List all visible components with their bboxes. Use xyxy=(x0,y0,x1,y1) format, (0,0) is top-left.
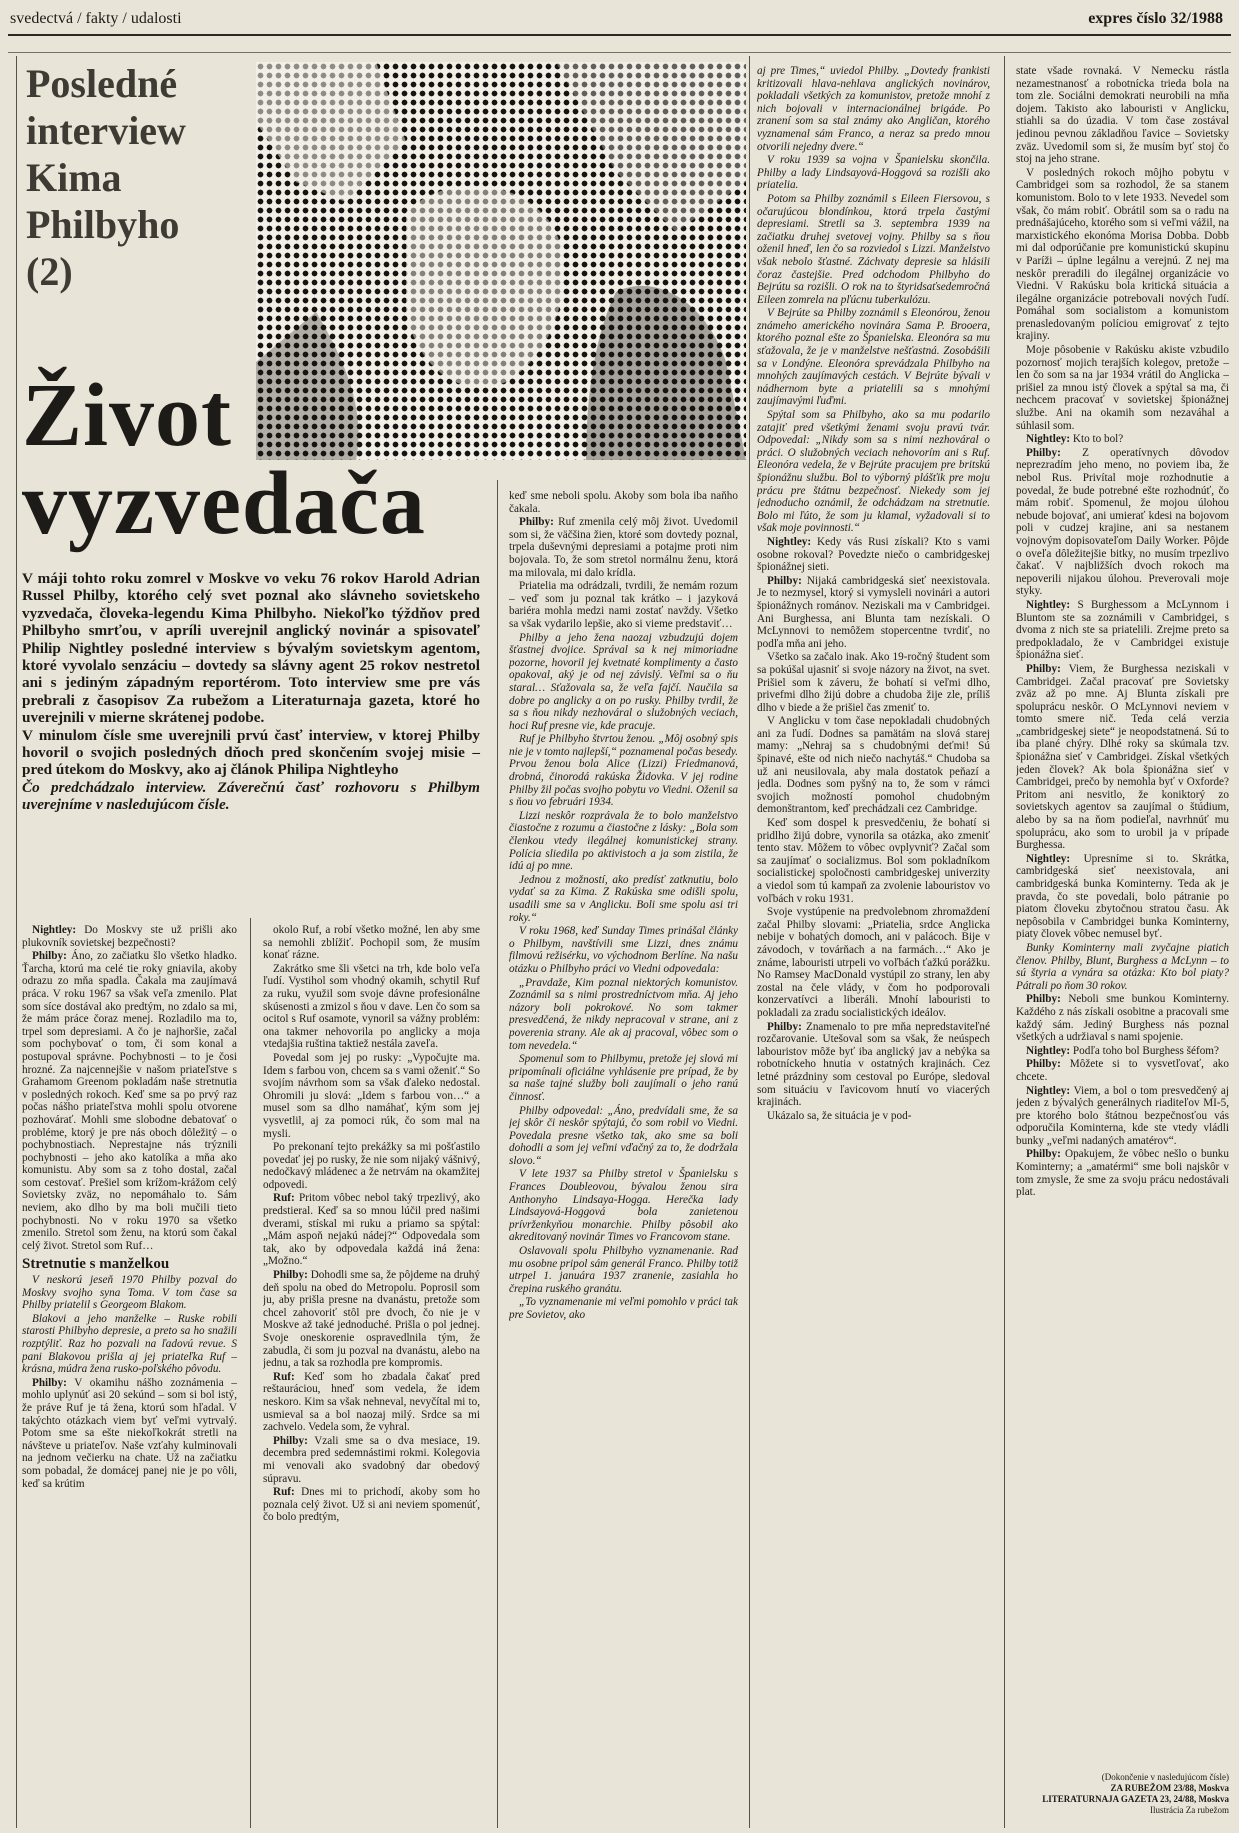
paragraph-text: Potom sa Philby zoznámil s Eileen Fiersovou, s očarujúcou blondínkou, ktorá trpela častými depresiami. Stretli sa 3. septembra 1939 na začiatku druhej svetovej vojny. Philby sa s ňou oženil hneď, len čo sa rozviedol s Lizzi. Manželstvo však nebolo šťastné. Záchvaty depresie sa hlásili čoraz častejšie. Pred odchodom Philbyho do Bejrútu sa rozišli. O rok na to štyridsaťsedemročná Eileen zomrela na pľúcnu tuberkulózu. xyxy=(757,192,990,306)
paragraph-text: Jednou z možností, ako predísť zatknutiu, bolo vydať sa za Kima. Z Rakúska sme odišli spolu, usadili sme sa v Anglicku. Boli sme spolu asi tri roky.“ xyxy=(509,873,738,924)
paragraph-text: Kedy vás Rusi získali? Kto s vami osobne rokoval? Povedzte niečo o cambridgeskej špionážnej sieti. xyxy=(757,535,990,574)
paragraph-text: S Burghessom a McLynnom i Bluntom ste sa zoznámili v Cambridgei, s dvoma z nich ste sa priatelili. Zrejme preto sa predpokladalo, že v Cambridgei existuje špionážna sieť. xyxy=(1016,598,1229,662)
series-headline-line: interview xyxy=(26,108,186,153)
article-paragraph xyxy=(509,490,738,515)
lead-paragraph: V minulom čísle sme uverejnili prvú časť interview, v ktorej Philby hovoril o svojich posledných dňoch pred skončením svojej misie – pred útekom do Moskvy, ako aj článok Philipa Nightleyho xyxy=(22,726,480,779)
paragraph-text: Kto to bol? xyxy=(1070,433,1124,446)
article-title-line: Život xyxy=(22,366,233,465)
paragraph-text: Blakovi a jeho manželke – Ruske robili starosti Philbyho depresie, a preto sa ho snažili rozptýliť. Raz ho pozvali na ľadovú revue. S pani Blakovou prišla aj jej priateľka Ruf – krásna, múdra žena rusko-poľského pôvodu. xyxy=(22,1312,237,1376)
paragraph-text: Ukázalo sa, že situácia je v pod- xyxy=(767,1109,912,1122)
article-paragraph xyxy=(1016,344,1229,432)
paragraph-text: Pritom vôbec nebol taký trpezlivý, ako predstieral. Keď sa so mnou lúčil pred našimi dverami, stískal mi ruku a priamo sa spýtal: „Mám aspoň nejakú nádej?“ Odpovedala som tak, ako by odpovedala každá iná žena: „Možno.“ xyxy=(263,1192,480,1268)
paragraph-text: Neboli sme bunkou Kominterny. Každého z nás získali osobitne a pracovali sme každý sám. Jediný Burghess nás poznal všetkých a udržiaval s nami spojenie. xyxy=(1016,993,1229,1044)
paragraph-text: V okamihu nášho zoznámenia – mohlo uplynúť asi 20 sekúnd – som si bol istý, že práve Ruf je tá žena, ktorú som hľadal. V takýchto otázkach viem byť veľmi vytrvalý. Potom sme sa ešte niekoľkokrát stretli na návšteve u priateľov. Naše vzťahy kulminovali na jednom večierku na chate. Už na začiatku som pobadal, že domácej panej nie je po vôli, keď sa krútim xyxy=(22,1376,237,1490)
header-rule xyxy=(8,34,1231,36)
interview-turn xyxy=(22,950,237,1252)
article-paragraph xyxy=(263,924,480,962)
paragraph-text: Viem, a bol o tom presvedčený aj jeden z bývalých generálnych riaditeľov MI-5, pre ktorého bolo štátnou bezpečnosťou vás odporučila Kominterna, kde ste vtedy vládli bunky „veľmi nadaných amatérov“. xyxy=(1016,1084,1229,1147)
interview-turn xyxy=(1016,433,1229,446)
source-line: LITERATURNAJA GAZETA 23, 24/88, Moskva xyxy=(1042,1794,1229,1804)
column-rule xyxy=(1004,56,1005,1828)
series-headline-line: Kima xyxy=(26,155,122,200)
paragraph-text: V posledných rokoch môjho pobytu v Cambridgei som sa rozhodol, že sa stanem komunistom. Bolo to v lete 1933. Nevedel som však, čo mám robiť. Obrátil som sa o radu na prednášajúceho, ktorého som si veľmi vážil, na marxistického ekonóma Morisa Dobba. Dobb mi dal odporúčanie pre komunistickú skupinu v Paríži – úplne legálnu a verejnú. Z nej ma neskôr preradili do ilegálnej organizácie vo Viedni. V Rakúsku bola kritická situácia a ilegálne organizácie potrebovali nových ľudí. Pomáhal som socialistom a komunistom prenasledovaným políciou emigrovať z tejto krajiny. xyxy=(1016,166,1229,343)
paragraph-text: Upresníme si to. Skrátka, cambridgeská sieť neexistovala, ani cambridgeská bunka Kominterny. Teda ak je pravda, čo ste povedali, bolo pátranie po piatom človeku zbytočnou stratou času. Ak nepôsobila v Cambridgei bunka Kominterny, piaty človek vôbec nemusel byť. xyxy=(1016,852,1229,941)
paragraph-text: Philby a jeho žena naozaj vzbudzujú dojem šťastnej dvojice. Správal sa k nej mimoriadne pozorne, hovoril jej kvetnaté komplimenty a často opakoval, aký je od nej závislý. Veľmi sa o ňu staral… Sťažovala sa, že veľa fajčí. Naučila sa dobre po anglicky a on po rusky. Philby tvrdil, že sa s ňou nikdy nezhováral o služobných veciach, hoci Ruf presne vie, kde pracuje. xyxy=(509,631,738,732)
article-paragraph xyxy=(509,1296,738,1321)
interview-turn xyxy=(1016,1085,1229,1148)
interview-turn xyxy=(22,924,237,949)
issue-label: expres číslo 32/1988 xyxy=(1088,10,1223,27)
interview-turn xyxy=(1016,447,1229,598)
speaker-label: Philby: xyxy=(1026,1148,1061,1161)
article-paragraph xyxy=(757,193,990,306)
column-rule xyxy=(250,918,251,1828)
article-title xyxy=(22,366,512,553)
article-paragraph xyxy=(757,715,990,816)
interview-turn xyxy=(263,1192,480,1268)
column-rule xyxy=(749,56,750,1828)
series-headline xyxy=(26,60,256,295)
speaker-label: Philby: xyxy=(1026,662,1061,675)
article-paragraph xyxy=(1016,65,1229,166)
speaker-label: Philby: xyxy=(1026,993,1061,1006)
article-paragraph xyxy=(263,1052,480,1140)
paragraph-text: „Pravdaže, Kim poznal niektorých komunistov. Zoznámil sa s nimi prostredníctvom mňa. Aj jeho názory boli pokrokové. No som takmer presvedčená, že nikdy nepracoval v strane, ani z poverenia strany. Ale ak aj pracoval, vôbec som o tom nevedela.“ xyxy=(509,976,738,1052)
speaker-label: Philby: xyxy=(1026,446,1061,459)
paragraph-text: Povedal som jej po rusky: „Vypočujte ma. Idem s farbou von, chcem sa s vami oženiť.“ So svojím návrhom som sa však ďaleko nedostal. Ohromili ju slová: „Idem s farbou von…“ a musel som sa dlho namáhať, kým som jej vysvetlil, aj za pomoci rúk, čo som mal na mysli. xyxy=(263,1051,480,1140)
paragraph-text: Bunky Kominterny mali zvyčajne piatich členov. Philby, Blunt, Burghess a McLynn – to sú štyria a vynára sa otázka: Kto bol piaty? Pátrali po ňom 30 rokov. xyxy=(1016,941,1229,992)
interview-turn xyxy=(263,1486,480,1524)
interview-turn xyxy=(263,1435,480,1485)
article-paragraph xyxy=(509,1053,738,1103)
article-column-1 xyxy=(22,924,237,1828)
paragraph-text: V Bejrúte sa Philby zoznámil s Eleonórou, ženou známeho amerického novinára Sama P. Brooera, ktorého poznal ešte zo Španielska. Eleonóra sa mu sťažovala, že je v manželstve nešťastná. Zosobášili sa v Londýne. Eleonóra sprevádzala Philbyho na mnohých zaujímavých cestách. V Bejrúte bývali v nádhernom byte a priatelili sa s mnohými zaujímavými ľuďmi. xyxy=(757,307,990,408)
column-rule xyxy=(16,56,17,1828)
article-paragraph xyxy=(509,925,738,975)
paragraph-text: Spomenul som to Philbymu, pretože jej slová mi pripomínali oficiálne vyhlásenie pre prípad, že by sa naše tajné služby boli zaujímali o jeho ranú činnosť. xyxy=(509,1053,738,1103)
article-paragraph xyxy=(509,632,738,733)
source-credits xyxy=(1016,1772,1229,1816)
section-label: svedectvá / fakty / udalosti xyxy=(10,10,182,27)
paragraph-text: „To vyznamenanie mi veľmi pomohlo v práci tak pre Sovietov, ako xyxy=(509,1296,738,1321)
paragraph-text: Philby odpovedal: „Áno, predvídali sme, že sa jej skôr či neskôr spýtajú, čo som robil vo Viedni. Povedala presne všetko tak, ako sme sa boli dohodli a som jej veľmi vďačný za to, že dodržala slovo.“ xyxy=(509,1104,738,1167)
paragraph-text: Oslavovali spolu Philbyho vyznamenanie. Rad mu osobne pripol sám generál Franco. Philby totiž utrpel 1. januára 1937 zranenie, zasiahla ho črepina ruského granátu. xyxy=(509,1245,738,1295)
article-paragraph xyxy=(757,651,990,714)
paragraph-text: V Anglicku v tom čase nepokladali chudobných ani za ľudí. Dodnes sa pamätám na slová starej mamy: „Nehraj sa s chudobnými deťmi! Sú špinavé, ešte od nich niečo nachytáš.“ Chudoba sa už ani neusilovala, aby mala dostatok peňazí a jedla. Dodnes som pyšný na to, že som v rámci svojich možností pomohol chudobným demonštrantom, keď prechádzali cez Cambridge. xyxy=(757,715,990,816)
paragraph-text: Nijaká cambridgeská sieť neexistovala. Je to nezmysel, ktorý si vymysleli novinári a autori špionážnych románov. Neziskali ma v Cambridgei. Ani Burghessa, ani Blunta tam nezískali. O McLynnovi to nemôžem stopercentne tvrdiť, no podľa mňa ani jeho. xyxy=(757,574,990,650)
source-line: ZA RUBEŽOM 23/88, Moskva xyxy=(1110,1783,1229,1793)
illustration-credit: Ilustrácia Za rubežom xyxy=(1150,1805,1229,1815)
interview-turn xyxy=(1016,663,1229,852)
speaker-label: Nightley: xyxy=(1026,1084,1071,1097)
interview-turn xyxy=(757,1021,990,1109)
speaker-label: Nightley: xyxy=(1026,433,1071,446)
interview-turn xyxy=(757,575,990,651)
article-paragraph xyxy=(757,409,990,535)
article-column-5 xyxy=(1016,65,1229,1760)
paragraph-text: Ruf je Philbyho štvrtou ženou. „Môj osobný spis nie je v tomto najlepší,“ poznamenal počas besedy. Prvou ženou bola Alice (Lizzi) Friedmanová, drobná, činorodá rakúska Židovka. V jej rodine Philby žil počas svojho pobytu vo Viedni. Oženil sa s ňou vo februári 1934. xyxy=(509,733,738,809)
paragraph-text: Môžete si to vysvetľovať, ako chcete. xyxy=(1016,1058,1229,1083)
paragraph-text: Áno, zo začiatku šlo všetko hladko. Ťarcha, ktorú ma celé tie roky gniavila, akoby odrazu zo mňa spadla. Čakala ma zaujímavá práca. V roku 1967 sa však veľa zmenilo. Plat som síce dostával ako predtým, no zdalo sa mi, že mám práce čoraz menej. Rozladilo ma to, trpel som depresiami. A čo je najhoršie, začal som pochybovať o tom, či som konal a postupoval správne. Pochybnosti – to je čosi hrozné. Za najcennejšie v našom priateľstve s Grahamom Greenom pokladám naše stretnutia v posledných rokoch. Keď sme sa po prvý raz počas nášho priateľstva mohli spolu otvorene pozhovárať. Mohli sme slobodne debatovať o probléme, ktorý je pre nás oboch dôležitý – o pochybnostiach. Neprestajne nás trýznili pochybnosti – jeho ako katolíka a mňa ako komunistu. Aby som sa z toho dostal, začal som cestovať. Prešiel som krížom-krážom celý Sovietsky zväz, no nepomáhalo to. Sám neviem, ako dlho by ma boli mučili tieto pochybnosti. No v roku 1970 sa všetko zmenilo. Stretol som ženu, na ktorú som čakal celý život. Stretol som Ruf… xyxy=(22,950,237,1252)
paragraph-text: Do Moskvy ste už prišli ako plukovník sovietskej bezpečnosti? xyxy=(22,924,237,949)
speaker-label: Philby: xyxy=(273,1434,308,1447)
speaker-label: Nightley: xyxy=(1026,852,1071,865)
article-paragraph xyxy=(757,1110,990,1123)
paragraph-text: keď sme neboli spolu. Akoby som bola iba naňho čakala. xyxy=(509,490,738,515)
column-rule xyxy=(497,480,498,1828)
article-column-2 xyxy=(263,924,480,1828)
speaker-label: Philby: xyxy=(767,1020,802,1033)
speaker-label: Philby: xyxy=(519,516,554,529)
article-column-4 xyxy=(757,65,990,1760)
paragraph-text: V roku 1939 sa vojna v Španielsku skončila. Philby a lady Lindsayová-Hoggová sa rozišli ako priatelia. xyxy=(757,154,990,192)
interview-turn xyxy=(1016,853,1229,941)
paragraph-text: V neskorú jeseň 1970 Philby pozval do Moskvy svojho syna Toma. V tom čase sa Philby priatelil s Georgeom Blakom. xyxy=(22,1274,237,1312)
paragraph-text: Všetko sa začalo inak. Ako 19-ročný študent som sa pokúšal ujasniť si svoje názory na život, na svet. Prišiel som k záveru, že bohatí si veľmi dlho, privefmi dlho žijú dobre a chudoba žije zle, príliš dlho v biede a že prišiel čas zmeniť to. xyxy=(757,651,990,714)
speaker-label: Philby: xyxy=(273,1269,308,1282)
paragraph-text: Ruf zmenila celý môj život. Uvedomil som si, že väčšina žien, ktoré som dovtedy poznal, trpela duševnými depresiami a potajme proti nim bojovala. To, že som stretol normálnu ženu, ktorá ma milovala, mi dalo krídla. xyxy=(509,516,738,579)
speaker-label: Nightley: xyxy=(32,924,77,936)
interview-turn xyxy=(509,516,738,579)
interview-turn xyxy=(1016,1058,1229,1083)
paragraph-text: Znamenalo to pre mňa nepredstaviteľné rozčarovanie. Utešoval som sa však, že neúspech labouristov môže byť iba anglický jav a nebýka sa robotníckeho hnutia v ostatných krajinách. Cez letné prázdniny som cestoval po Európe, sledoval som situáciu v ľavicovom hnutí vo viacerých krajinách. xyxy=(757,1020,990,1109)
continuation-note: (Dokončenie v nasledujúcom čísle) xyxy=(1101,1772,1229,1782)
article-column-3 xyxy=(509,490,738,1828)
paragraph-text: Zakrátko sme šli všetci na trh, kde bolo veľa ľudí. Vystihol som vhodný okamih, schytil Ruf za ruku, využil som svoje dávne profesionálne skúsenosti a zmizol s ňou v dave. Len čo som sa ocitol s Ruf osamote, vynoril sa vážny problém: ona takmer nehovorila po anglicky a moja vtedajšia ruština taktiež nestála zaveľa. xyxy=(263,962,480,1051)
article-title-line: vyzvedača xyxy=(22,454,426,553)
speaker-label: Philby: xyxy=(32,950,67,963)
top-rule xyxy=(8,52,1231,53)
article-paragraph xyxy=(1016,942,1229,992)
speaker-label: Ruf: xyxy=(273,1192,295,1205)
interview-turn xyxy=(1016,1148,1229,1198)
paragraph-text: Spýtal som sa Philbyho, ako sa mu podarilo zatajiť pred všetkými ženami svoju pravú tvár. Odpovedal: „Nikdy som sa s nimi nezhováral o práci. O služobných veciach nehovorím ani s Ruf. Eleonóra vedela, že v Bejrúte pracujem pre britskú špionážnu službu. Bol to výborný plášťik pre moju prácu pre štátnu bezpečnosť. Niekedy som jej jednoducho oznámil, že odchádzam na stretnutie. Bolo mi ľúto, že som ju klamal, vyžadovali si to však moje povinnosti.“ xyxy=(757,409,990,535)
speaker-label: Philby: xyxy=(32,1376,67,1389)
paragraph-text: Keď som dospel k presvedčeniu, že bohatí si pridlho žijú dobre, vynorila sa otázka, ako zmeniť tento stav. Môžem to vôbec ovplyvniť? Začal som sa zaujímať o socializmus. Bol som pokladníkom socialistickej spoločnosti cambridgeskej univerzity a viedol som tú kampaň za zvolenie labouristov vo voľbách v roku 1931. xyxy=(757,817,990,905)
interview-turn xyxy=(1016,599,1229,662)
interview-turn xyxy=(263,1371,480,1434)
interview-turn xyxy=(1016,1045,1229,1058)
article-paragraph xyxy=(509,874,738,924)
paragraph-text: Podľa toho bol Burghess šéfom? xyxy=(1070,1044,1219,1057)
speaker-label: Nightley: xyxy=(767,535,812,548)
interview-turn xyxy=(757,536,990,574)
speaker-label: Philby: xyxy=(767,574,802,587)
speaker-label: Ruf: xyxy=(273,1370,295,1383)
lead-paragraph: V máji tohto roku zomrel v Moskve vo veku 76 rokov Harold Adrian Russel Philby, ktorého celý svet poznal ako slávneho sovietskeho vyzvedača, človeka-legendu Kima Philbyho. Niekoľko týždňov pred Philbyho smrťou, v apríli uverejnil anglický novinár a spisovateľ Philip Nightley posledné interview s bývalým sovietskym agentom, ktoré vyvolalo senzáciu – dovtedy sa slávny agent 25 rokov nestretol ani s jediným západným reportérom. Toto interview sme pre vás prebrali z časopisov Za rubežom a Literaturnaja gazeta, ktoré ho uverejnili v mierne skrátenej podobe. xyxy=(22,570,480,727)
paragraph-text: aj pre Times,“ uviedol Philby. „Dovtedy frankisti kritizovali hlava-nehlava anglických novinárov, pokladali všetkých za komunistov, pretože mnohí z nich bojovali v internacionálnej brigáde. Po zranení som sa stal známy ako Angličan, ktorého vyznamenal sám Franco, a neraz sa predo mnou otvorili nejedny dvere.“ xyxy=(757,65,990,153)
article-paragraph xyxy=(22,1274,237,1312)
speaker-label: Philby: xyxy=(1026,1058,1061,1071)
interview-turn xyxy=(1016,993,1229,1043)
paragraph-text: Dnes mi to prichodí, akoby som ho poznala celý život. Už si ani neviem spomenúť, čo bolo predtým, xyxy=(263,1486,480,1524)
paragraph-text: Priatelia ma odrádzali, tvrdili, že nemám rozum – veď som ju poznal tak krátko – i jazyková bariéra mohla medzi nami zostať navždy. Všetko sa však vydarilo lepšie, ako si vieme predstaviť… xyxy=(509,580,738,630)
paragraph-text: Opakujem, že vôbec nešlo o bunku Kominterny; a „amatérmi“ sme boli najskôr v tom zmysle, že sme za svoju prácu nedostávali plat. xyxy=(1016,1148,1229,1199)
article-paragraph xyxy=(509,1245,738,1295)
paragraph-text: Po prekonaní tejto prekážky sa mi pošťastilo povedať jej po rusky, že nie som nijaký vášnivý, nedočkavý mládenec a že netrvám na okamžitej odpovedi. xyxy=(263,1141,480,1191)
interview-turn xyxy=(22,1377,237,1490)
article-paragraph xyxy=(757,65,990,153)
lead-paragraph: Čo predchádzalo interview. Záverečnú časť rozhovoru s Philbym uverejníme v nasledujúcom čísle. xyxy=(22,778,480,814)
paragraph-text: Keď som ho zbadala čakať pred reštauráciou, hneď som vedela, že idem neskoro. Kim sa však nehneval, nevyčítal mi to, usmieval sa a bol naozaj milý. Srdce sa mi zachvelo. Vedela som, že vyhral. xyxy=(263,1370,480,1434)
paragraph-text: state všade rovnaká. V Nemecku rástla nezamestnanosť a robotnícka trieda bola na tom zle. Sociálni demokrati neurobili na mňa dojem. Takisto ako labouristi v Anglicku, stiahli sa do úzadia. V tom čase zostával jedinou pevnou základňou ľavice – Sovietsky zväz. Uvedomil som si, že musím byť stoj čo stoj na jeho strane. xyxy=(1016,65,1229,166)
article-paragraph xyxy=(509,580,738,630)
paragraph-text: okolo Ruf, a robí všetko možné, len aby sme sa nemohli zblížiť. Pochopil som, že musím konať rázne. xyxy=(263,924,480,962)
article-paragraph xyxy=(509,1168,738,1244)
article-lead xyxy=(22,570,480,814)
paragraph-text: Viem, že Burghessa neziskali v Cambridgei. Začal pracovať pre Sovietsky zväz až po mne. Aj Blunta získali pre spoluprácu neskôr. O McLynnovi neviem v tomto smere nič. Teda celá verzia „cambridgeskej siete“ je neopodstatnená. Sú to iba plané chýry. Dlhé roky sa skúmala tzv. špionážna sieť v Cambridgei. Získal všetkých jeden človek? Ak bola špionážna sieť v Cambridgei, prečo by nemohla byť v Oxforde? Pritom ani nesvitlo, že koniktorý zo sovietskych agentov sa zaujímal o štúdium, alebo by sa na ňom podieľal, navrhnúť mu spoluprácu, ako som to urobil ja v prípade Burghessa. xyxy=(1016,662,1229,852)
article-paragraph xyxy=(757,154,990,192)
paragraph-text: Lizzi neskôr rozprávala že to bolo manželstvo čiastočne z rozumu a čiastočne z lásky: „Bola som členkou vtedy ilegálnej komunistickej strany. Polícia sliedila po aktivistoch a ja som zistila, že idú aj po mne. xyxy=(509,809,738,873)
section-subheading: Stretnutie s manželkou xyxy=(22,1256,170,1273)
speaker-label: Ruf: xyxy=(273,1486,295,1499)
paragraph-text: V roku 1968, keď Sunday Times prinášal články o Philbym, navštívili sme Lizzi, dnes známu filmovú režisérku, vo východnom Berlíne. Na našu otázku o Philbyho práci vo Viedni odpovedala: xyxy=(509,925,738,975)
paragraph-text: Moje pôsobenie v Rakúsku akiste vzbudilo pozornosť mojich terajších kolegov, pretože – len čo som sa na jar 1934 vrátil do Anglicka – prišiel za mnou istý človek a spýtal sa ma, či nechcem pracovať v sovietskej špionážnej službe. Ani na okamih som nezaváhal a súhlasil som. xyxy=(1016,344,1229,432)
paragraph-text: Svoje vystúpenie na predvolebnom zhromaždení začal Philby slovami: „Priatelia, srdce Anglicka nebije v bohatých domoch, ani v palácoch. Bije v závodoch, v továrňach a na farmách…“ Ako je známe, labouristi utrpeli vo voľbách ťažkú porážku. No Ramsey MacDonald vystúpil zo strany, len aby zostal na čele vlády, v čom ho podporovali konzervatívci a liberáli. Mnohí labouristi to pokladali za zradu socialistických ideálov. xyxy=(757,906,990,1019)
series-headline-line: Philbyho xyxy=(26,202,180,247)
article-paragraph xyxy=(509,1105,738,1168)
article-paragraph xyxy=(509,733,738,809)
interview-turn xyxy=(263,1269,480,1370)
series-headline-line: Posledné xyxy=(26,61,178,106)
paragraph-text: V lete 1937 sa Philby stretol v Španielsku s Frances Doubleovou, bývalou ženou sira Anthonyho Lindsaya-Hogga. Herečka lady Lindsayová-Hoggová bola zanietenou prívrženkyňou monarchie. Philby pôsobil ako akreditovaný novinár Times vo Francovom stane. xyxy=(509,1168,738,1244)
article-paragraph xyxy=(509,977,738,1053)
speaker-label: Nightley: xyxy=(1026,1044,1071,1057)
paragraph-text: Dohodli sme sa, že pôjdeme na druhý deň spolu na obed do Metropolu. Poprosil som ju, aby prišla presne na dvanástu, pretože som chcel zahovoriť stôl pre dvoch, čo nie je v Moskve až také jednoduché. Prišla o pol jednej. Svoje oneskorenie ospravedlnila tým, že zabudla, či som ju pozval na dvanástu, alebo na jednu, a tak sa rozhodla pre kompromis. xyxy=(263,1269,480,1370)
article-paragraph xyxy=(263,963,480,1051)
speaker-label: Nightley: xyxy=(1026,598,1071,611)
paragraph-text: Vzali sme sa o dva mesiace, 19. decembra pred sedemnástimi rokmi. Kolegovia mi venovali ako svadobný dar obedový súpravu. xyxy=(263,1434,480,1485)
series-headline-line: (2) xyxy=(26,249,73,294)
article-paragraph xyxy=(757,817,990,905)
article-paragraph xyxy=(757,906,990,1019)
article-paragraph xyxy=(509,810,738,873)
paragraph-text: Z operatívnych dôvodov neprezradím jeho meno, no poviem iba, že nebol Rus. Privítal moje rozhodnutie a povedal, že bude potrebné ešte rozhodnúť, čo mám robiť. Spomenul, že mojou úlohou nebude bojovať, ani umierať kdesi na bojovom poli v cudzej krajine, ani sa nestanem vojnovým dopisovateľom Daily Worker. Pôjde o oveľa dôležitejšie bitky, no musím trpezlivo čakať. V najbližších dvoch rokoch ma nepoverili nijakou úlohou. Preverovali moje styky. xyxy=(1016,446,1229,598)
article-paragraph xyxy=(22,1313,237,1376)
article-paragraph xyxy=(757,307,990,408)
article-paragraph xyxy=(1016,167,1229,343)
article-paragraph xyxy=(263,1141,480,1191)
